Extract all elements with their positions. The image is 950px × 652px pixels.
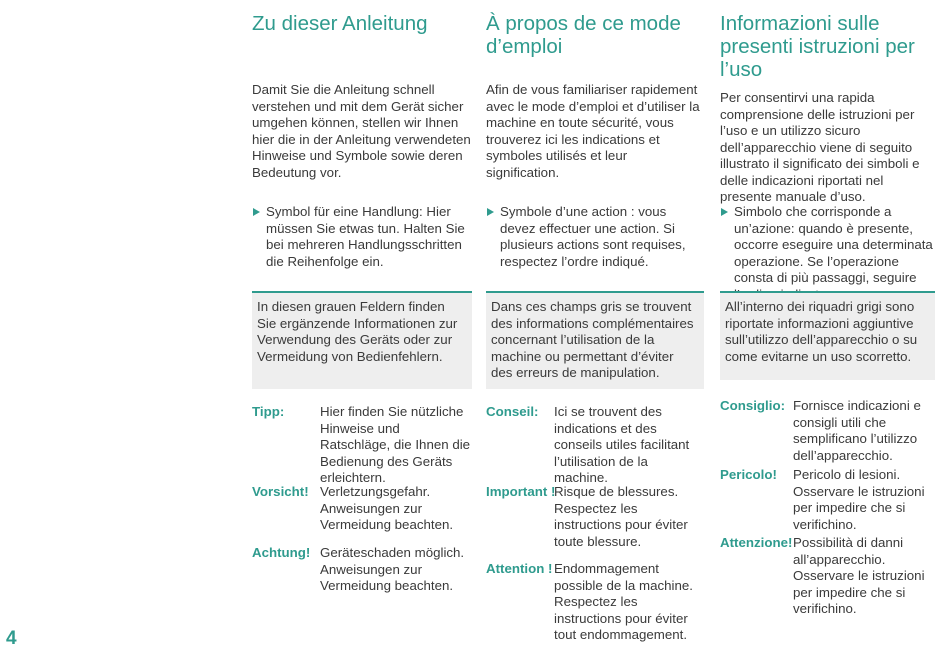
section-heading: Zu dieser Anleitung bbox=[252, 12, 428, 35]
intro-paragraph: Damit Sie die Anleitung schnell verstehen und mit dem Gerät sicher umgehen können, stellen wir Ihnen hier die in der Anleitung verwendeten Hinweise und Symbole sowie deren Bedeutung vor. bbox=[252, 82, 471, 180]
note-label: Attenzione! bbox=[720, 535, 793, 550]
note-label: Consiglio: bbox=[720, 398, 785, 413]
note-text: Fornisce indicazioni e consigli utili che semplificano l’utilizzo dell’apparecchio. bbox=[793, 398, 921, 463]
action-symbol-bullet bbox=[720, 204, 935, 303]
intro-paragraph: Afin de vous familiariser rapidement avec le mode d’emploi et d’utiliser la machine en toute sécurité, vous trouverez ici les indications et symboles utilisés et leur signification. bbox=[486, 82, 700, 180]
grey-box-text: All’interno dei riquadri grigi sono riportate informazioni aggiuntive sull’utilizzo dell’apparecchio o su come evitarne un uso scorretto. bbox=[725, 299, 918, 364]
note-label: Important ! bbox=[486, 484, 556, 499]
note-warning bbox=[252, 545, 472, 595]
grey-info-box bbox=[486, 291, 704, 389]
bullet-text: Symbol für eine Handlung: Hier müssen Sie etwas tun. Halten Sie bei mehreren Handlungsschritten die Reihenfolge ein. bbox=[266, 204, 465, 269]
note-label: Vorsicht! bbox=[252, 484, 309, 499]
grey-box-text: In diesen grauen Feldern finden Sie ergänzende Informationen zur Verwendung des Geräts oder zur Vermeidung von Bedienfehlern. bbox=[257, 299, 458, 364]
action-symbol-bullet bbox=[252, 204, 472, 270]
bullet-text: Symbole d’une action : vous devez effectuer une action. Si plusieurs actions sont requises, respectez l’ordre indiqué. bbox=[500, 204, 686, 269]
note-caution bbox=[252, 484, 472, 534]
triangle-bullet-icon bbox=[721, 208, 728, 216]
note-warning bbox=[486, 561, 704, 644]
grey-info-box bbox=[252, 291, 472, 389]
note-label: Attention ! bbox=[486, 561, 553, 576]
triangle-bullet-icon bbox=[253, 208, 260, 216]
note-caution bbox=[486, 484, 704, 550]
note-warning bbox=[720, 535, 935, 618]
section-heading: Informazioni sulle presenti istruzioni per l’uso bbox=[720, 12, 915, 81]
note-text: Possibilità di danni all’apparecchio. Osservare le istruzioni per impedire che si verifichino. bbox=[793, 535, 925, 616]
note-caution bbox=[720, 467, 935, 533]
section-heading: À propos de ce mode d’emploi bbox=[486, 12, 681, 58]
intro-paragraph: Per consentirvi una rapida comprensione delle istruzioni per l’uso e un utilizzo sicuro dell’apparecchio viene di seguito illustrato il significato dei simboli e delle indicazioni riportati nel presente manuale d’uso. bbox=[720, 90, 920, 204]
note-text: Verletzungsgefahr. Anweisungen zur Vermeidung beachten. bbox=[320, 484, 454, 532]
page-number: 4 bbox=[6, 628, 17, 649]
note-tip bbox=[252, 404, 472, 487]
note-label: Tipp: bbox=[252, 404, 285, 419]
note-text: Geräteschaden möglich. Anweisungen zur Vermeidung beachten. bbox=[320, 545, 465, 593]
note-label: Pericolo! bbox=[720, 467, 777, 482]
note-text: Endommagement possible de la machine. Respectez les instructions pour éviter tout endommagement. bbox=[554, 561, 693, 642]
note-text: Hier finden Sie nützliche Hinweise und Ratschläge, die Ihnen die Bedienung des Geräts erleichtern. bbox=[320, 404, 471, 485]
note-label: Achtung! bbox=[252, 545, 311, 560]
note-text: Ici se trouvent des indications et des conseils utiles facilitant l’utilisation de la machine. bbox=[554, 404, 690, 485]
grey-info-box bbox=[720, 291, 935, 380]
action-symbol-bullet bbox=[486, 204, 704, 270]
note-tip bbox=[486, 404, 704, 487]
note-tip bbox=[720, 398, 935, 464]
note-label: Conseil: bbox=[486, 404, 539, 419]
triangle-bullet-icon bbox=[487, 208, 494, 216]
note-text: Pericolo di lesioni. Osservare le istruzioni per impedire che si verifichino. bbox=[793, 467, 925, 532]
grey-box-text: Dans ces champs gris se trouvent des informations complémentaires concernant l’utilisation de la machine ou permettant d’éviter des erreurs de manipulation. bbox=[491, 299, 694, 380]
note-text: Risque de blessures. Respectez les instructions pour éviter toute blessure. bbox=[554, 484, 688, 549]
bullet-text: Simbolo che corrisponde a un’azione: quando è presente, occorre eseguire una determinata operazione. Se l’operazione consta di più passaggi, seguire bbox=[734, 204, 933, 285]
